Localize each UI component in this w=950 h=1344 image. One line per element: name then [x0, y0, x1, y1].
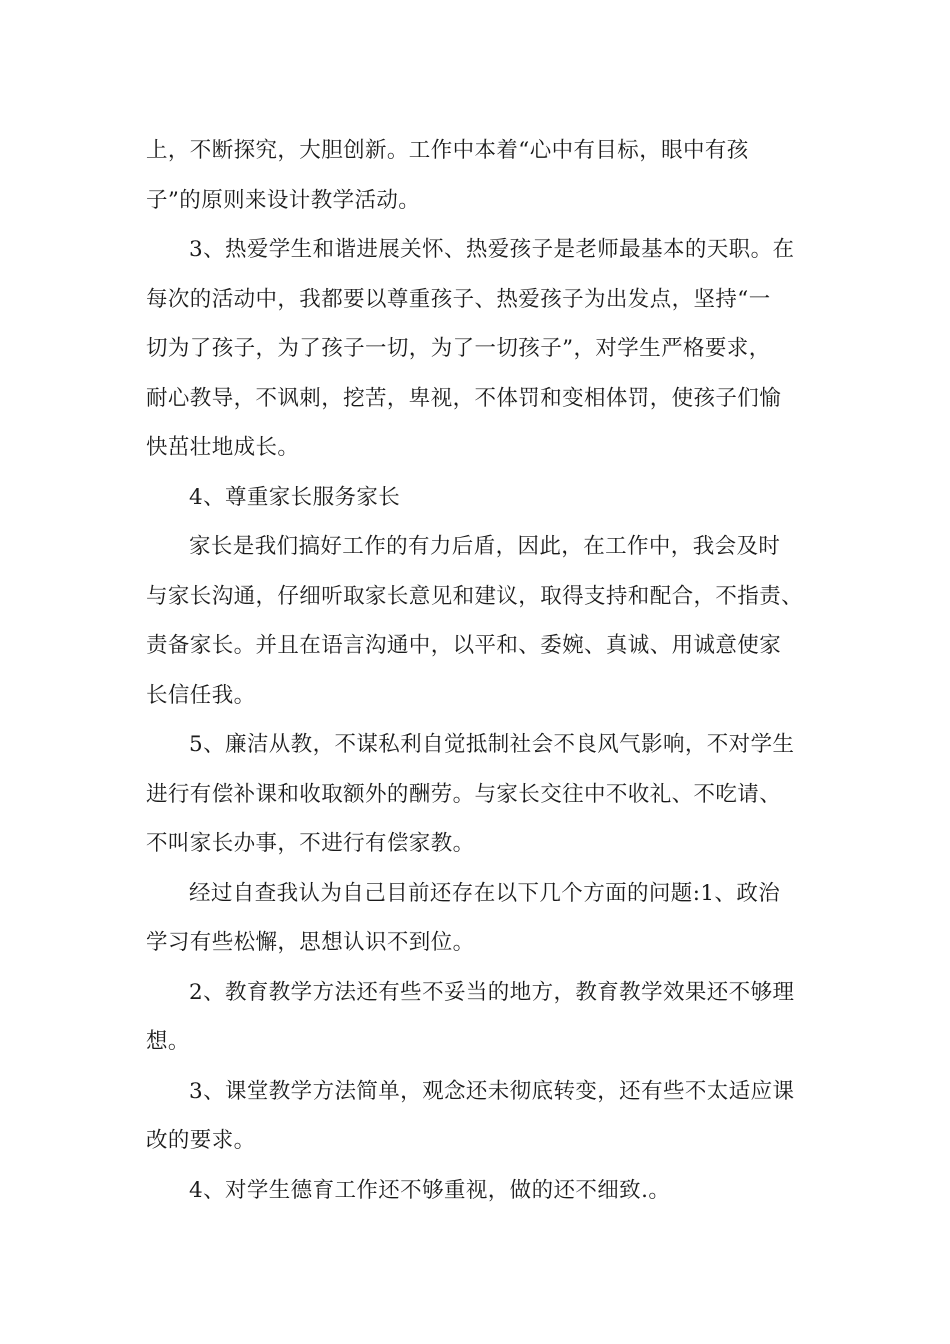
- text-line: 3、课堂教学方法简单，观念还未彻底转变，还有些不太适应课: [189, 1078, 795, 1104]
- text-line: 4、对学生德育工作还不够重视，做的还不细致.。: [189, 1177, 671, 1203]
- text-line: 责备家长。并且在语言沟通中，以平和、委婉、真诚、用诚意使家: [146, 633, 782, 658]
- text-line: 每次的活动中，我都要以尊重孩子、热爱孩子为出发点，坚持“一: [146, 286, 771, 312]
- text-line: 4、尊重家长服务家长: [189, 484, 401, 510]
- text-line: 2、教育教学方法还有些不妥当的地方，教育教学效果还不够理: [189, 979, 795, 1005]
- text-line: 家长是我们搞好工作的有力后盾，因此，在工作中，我会及时: [189, 534, 781, 559]
- text-line: 进行有偿补课和收取额外的酬劳。与家长交往中不收礼、不吃请、: [146, 781, 782, 807]
- text-line: 不叫家长办事，不进行有偿家教。: [146, 831, 475, 856]
- text-line: 上，不断探究，大胆创新。工作中本着“心中有目标，眼中有孩: [146, 138, 749, 163]
- text-line: 子”的原则来设计教学活动。: [146, 187, 421, 213]
- text-line: 经过自查我认为自己目前还存在以下几个方面的问题:1、政治: [189, 880, 781, 906]
- text-line: 长信任我。: [146, 682, 256, 708]
- text-line: 3、热爱学生和谐进展关怀、热爱孩子是老师最基本的天职。在: [189, 237, 795, 262]
- document-body: [146, 126, 811, 1215]
- text-line: 想。: [146, 1029, 190, 1054]
- text-line: 快茁壮地成长。: [146, 435, 300, 460]
- text-line: 5、廉洁从教，不谋私利自觉抵制社会不良风气影响，不对学生: [189, 732, 795, 757]
- text-line: 耐心教导，不讽刺，挖苦，卑视，不体罚和变相体罚，使孩子们愉: [146, 385, 782, 411]
- text-line: 切为了孩子，为了孩子一切，为了一切孩子”，对学生严格要求，: [146, 336, 771, 361]
- text-line: 学习有些松懈，思想认识不到位。: [146, 930, 475, 955]
- text-line: 与家长沟通，仔细听取家长意见和建议，取得支持和配合，不指责、: [146, 583, 804, 609]
- text-line: 改的要求。: [146, 1128, 256, 1153]
